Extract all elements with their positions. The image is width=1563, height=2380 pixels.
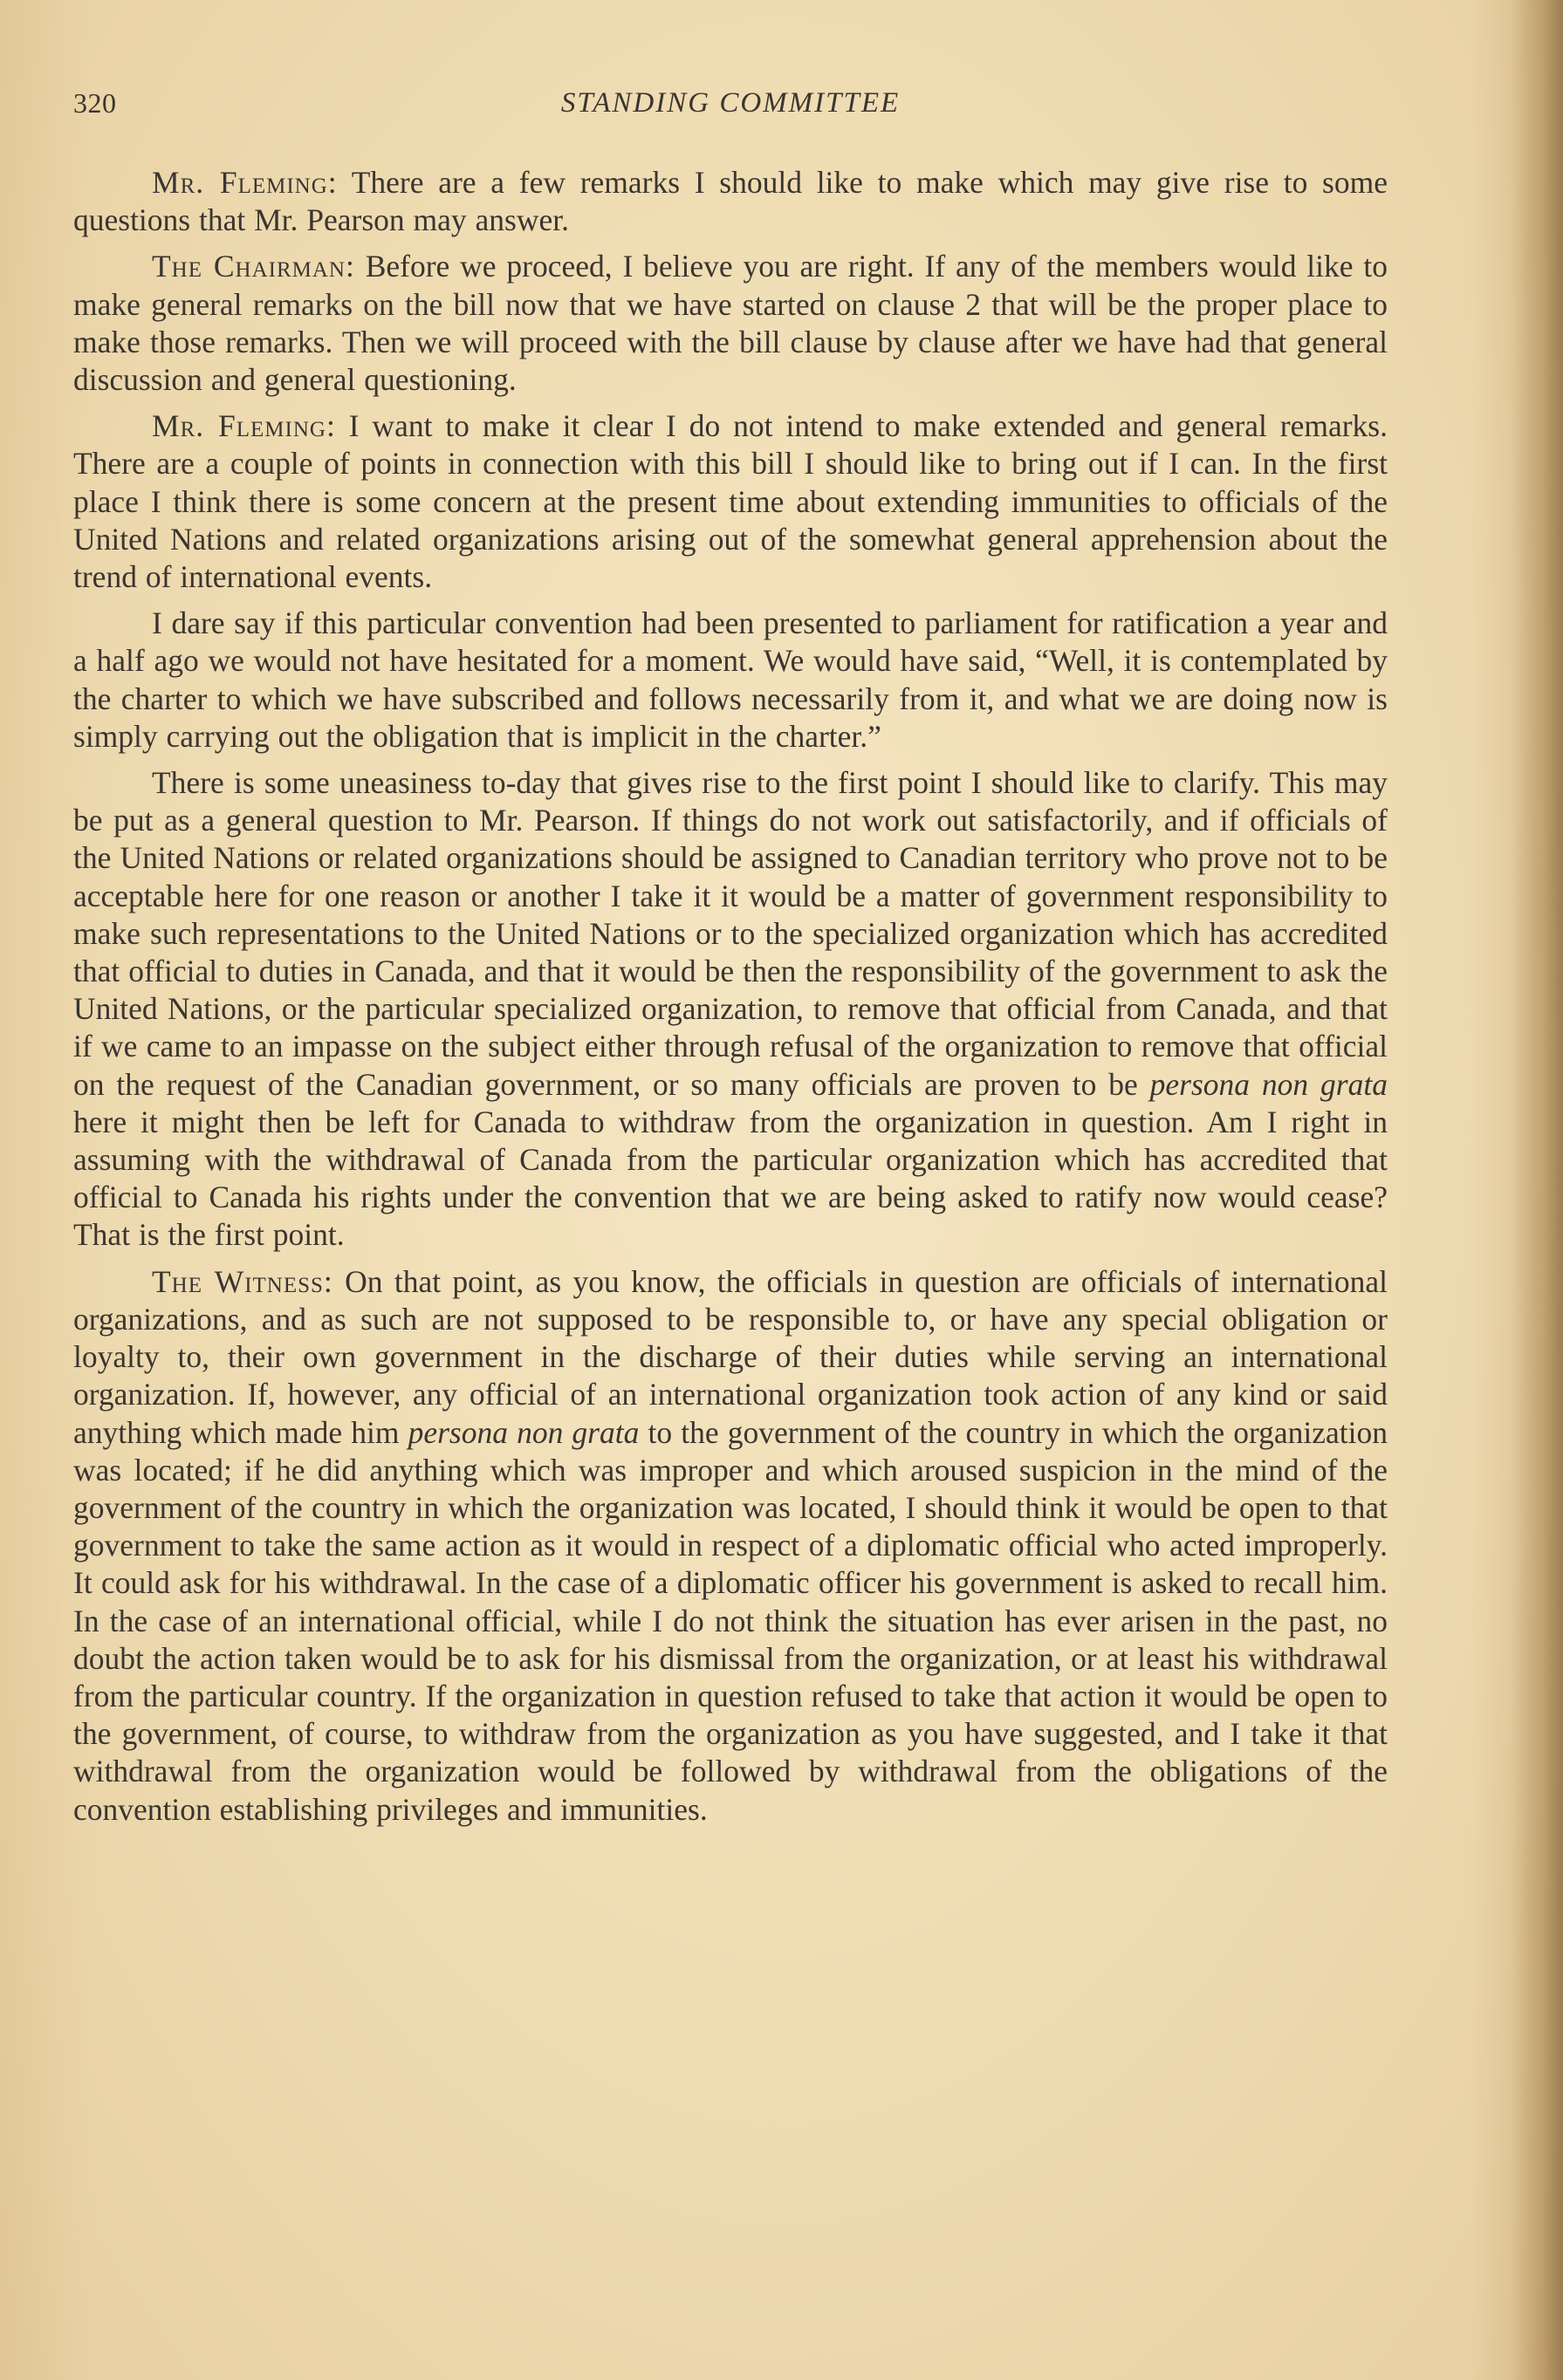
paragraph-text: There is some uneasiness to-day that gives rise to the first point I should like to clarify. This may be put as a general question to Mr. Pearson. If things do not work out satisfactorily, and if officials of the United Nations or related organizations should be assigned to Canadian territory who prove not to be acceptable here for one reason or another I take it it would be a matter of government responsibility to make such representations to the United Nations or to the specialized organization which has accredited that official to duties in Canada, and that it would be then the responsibility of the government to ask the United Nations, or the particular specialized organization, to remove that official from Canada, and that if we came to an impasse on the subject either through refusal of the organization to remove that official on the request of the Canadian government, or so many officials are proven to be	[73, 765, 1388, 1102]
page-number: 320	[73, 87, 117, 119]
paragraph-text: here it might then be left for Canada to withdraw from the organization in question. Am I right in assuming with the withdrawal of Canada from the particular organization which has accredited that official to Canada his rights under the convention that we are being asked to ratify now would cease? That is the first point.	[73, 1104, 1388, 1253]
paragraph-text: There are a few remarks I should like to make which may give rise to some questions that Mr. Pearson may answer.	[73, 165, 1388, 238]
paragraph-5	[73, 764, 1388, 1255]
paragraph-1	[73, 164, 1388, 239]
latin-phrase: persona non grata	[1149, 1066, 1388, 1102]
page-header	[73, 87, 1388, 131]
paragraph-6	[73, 1263, 1388, 1829]
paragraph-text: I want to make it clear I do not intend to make extended and general remarks. There are a couple of points in connection with this bill I should like to bring out if I can. In the first place I think there is some concern at the present time about extending immunities to officials of the United Nations and related organizations arising out of the somewhat general apprehension about the trend of international events.	[73, 408, 1388, 595]
paragraph-3	[73, 407, 1388, 596]
paragraph-text: to the government of the country in which the organization was located; if he did anything which was improper and which aroused suspicion in the mind of the government of the country in which the organization was located, I should think it would be open to that government to take the same action as it would in respect of a diplomatic official who acted improperly. It could ask for his withdrawal. In the case of a diplomatic officer his government is asked to recall him. In the case of an international official, while I do not think the situation has ever arisen in the past, no doubt the action taken would be to ask for his dismissal from the organization, or at least his withdrawal from the particular country. If the organization in question refused to take that action it would be open to the government, of course, to withdraw from the organization as you have suggested, and I take it that withdrawal from the organization would be followed by withdrawal from the obligations of the convention establishing privileges and immunities.	[73, 1414, 1388, 1827]
body-text	[73, 164, 1388, 1837]
paragraph-4	[73, 605, 1388, 756]
paragraph-2	[73, 248, 1388, 399]
speaker-name: Mr. Fleming:	[152, 408, 336, 444]
speaker-name: The Chairman:	[152, 249, 355, 284]
speaker-name: The Witness:	[152, 1263, 333, 1299]
paragraph-text: On that point, as you know, the officials in question are officials of international organizations, and as such are not supposed to be responsible to, or have any special obligation or loyalty to, their own government in the discharge of their duties while serving an international organization. If, however, any official of an international organization took action of any kind or said anything which made him	[73, 1263, 1388, 1450]
paragraph-text: Before we proceed, I believe you are right. If any of the members would like to make general remarks on the bill now that we have started on clause 2 that will be the proper place to make those remarks. Then we will proceed with the bill clause by clause after we have had that general discussion and general questioning.	[73, 249, 1388, 398]
latin-phrase: persona non grata	[408, 1414, 640, 1450]
paragraph-text: I dare say if this particular convention had been presented to parliament for ratification a year and a half ago we would not have hesitated for a moment. We would have said, “Well, it is contemplated by the charter to which we have subscribed and follows necessarily from it, and what we are doing now is simply carrying out the obligation that is implicit in the charter.”	[73, 605, 1388, 754]
running-head: STANDING COMMITTEE	[560, 87, 901, 119]
speaker-name: Mr. Fleming:	[152, 165, 338, 200]
page-edge-shadow	[1511, 0, 1563, 2380]
